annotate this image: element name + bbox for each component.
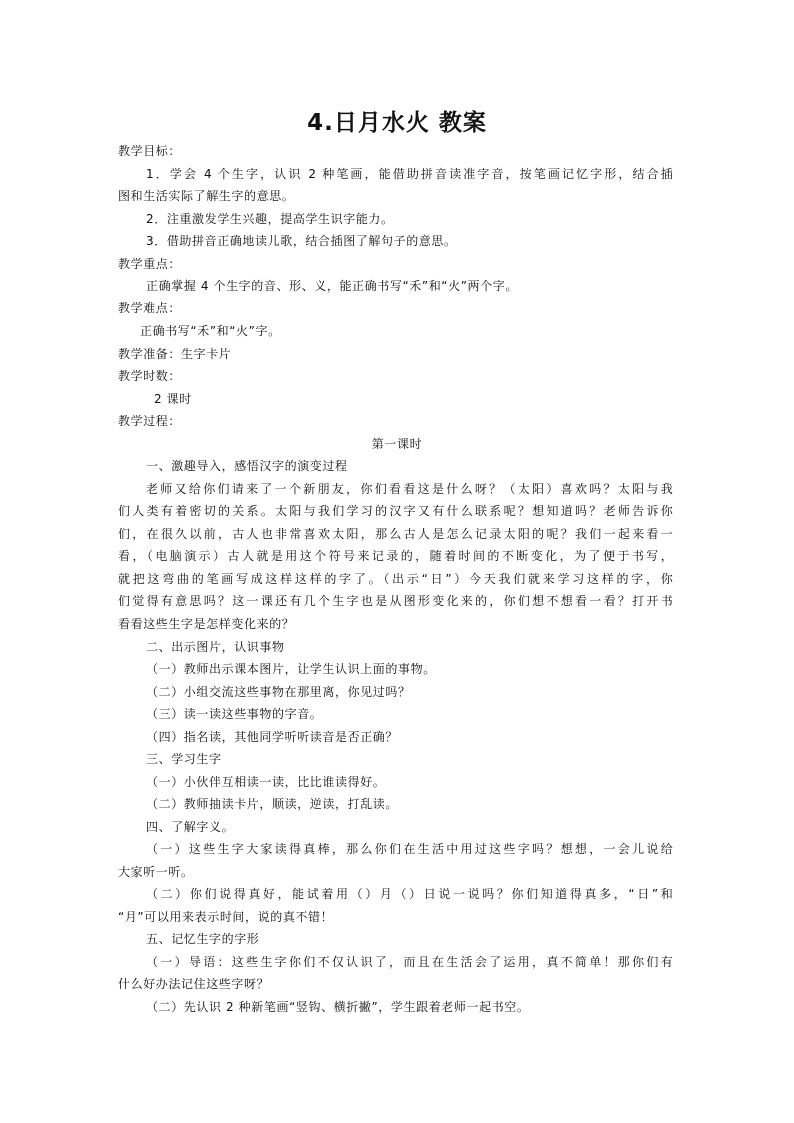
objective-2: 2．注重激发学生兴趣，提高学生识字能力。 xyxy=(146,212,394,226)
difficulties-text: 正确书写“禾”和“火”字。 xyxy=(140,324,281,338)
objective-1-cont: 图和生活实际了解生字的意思。 xyxy=(118,189,295,203)
section-5-heading: 五、记忆生字的字形 xyxy=(146,932,260,946)
paragraph-line: 们，在很久以前，古人也非常喜欢太阳，那么古人是怎么记录太阳的呢？我们一起来看一 xyxy=(118,527,673,541)
paragraph-line: 看看这些生字是怎样变化来的？ xyxy=(118,617,295,631)
list-item: （一）导语：这些生字你们不仅认识了，而且在生活会了运用，真不简单！那你们有 xyxy=(146,955,673,969)
page-title: 4.日月水火 教案 xyxy=(307,110,487,136)
list-item: （一）教师出示课本图片，让学生认识上面的事物。 xyxy=(146,662,436,676)
objective-3: 3．借助拼音正确地读儿歌，结合插图了解句子的意思。 xyxy=(146,234,457,248)
section-4-heading: 四、了解字义。 xyxy=(146,820,235,834)
paragraph-line: 们人类有着密切的关系。太阳与我们学习的汉字又有什么联系呢？想知道吗？老师告诉你 xyxy=(118,504,673,518)
key-points-text: 正确掌握 4 个生字的音、形、义，能正确书写“禾”和“火”两个字。 xyxy=(146,279,518,293)
list-item-cont: 大家听一听。 xyxy=(118,865,194,879)
heading-process: 教学过程： xyxy=(118,414,182,428)
list-item: （一）这些生字大家读得真棒，那么你们在生活中用过这些字吗？想想，一会儿说给 xyxy=(146,842,673,856)
heading-hours: 教学时数： xyxy=(118,369,182,383)
list-item: （一）小伙伴互相读一读，比比谁读得好。 xyxy=(146,775,386,789)
list-item: （二）先认识 2 种新笔画“竖钩、横折撇”，学生跟着老师一起书空。 xyxy=(146,1000,530,1014)
heading-difficulties: 教学难点： xyxy=(118,301,182,315)
lesson-one-heading: 第一课时 xyxy=(371,437,423,451)
paragraph-line: 就把这弯曲的笔画写成这样这样的字了。（出示“日”）今天我们就来学习这样的字，你 xyxy=(118,572,673,586)
list-item: （三）读一读这些事物的字音。 xyxy=(146,707,323,721)
list-item: （四）指名读，其他同学听听读音是否正确？ xyxy=(146,730,399,744)
section-2-heading: 二、出示图片，认识事物 xyxy=(146,640,285,654)
list-item: （二）你们说得真好，能试着用（）月（）日说一说吗？你们知道得真多，“日”和 xyxy=(146,887,673,901)
list-item: （二）教师抽读卡片，顺读，逆读，打乱读。 xyxy=(146,797,399,811)
list-item-cont: “月”可以用来表示时间，说的真不错！ xyxy=(118,910,334,924)
paragraph-line: 看，（电脑演示）古人就是用这个符号来记录的，随着时间的不断变化，为了便于书写， xyxy=(118,549,673,563)
paragraph-line: 老师又给你们请来了一个新朋友，你们看看这是什么呀？（太阳）喜欢吗？太阳与我 xyxy=(146,482,673,496)
heading-objectives: 教学目标： xyxy=(118,144,182,158)
preparation-line: 教学准备：生字卡片 xyxy=(118,347,232,361)
heading-key-points: 教学重点： xyxy=(118,257,182,271)
section-3-heading: 三、学习生字 xyxy=(146,752,222,766)
paragraph-line: 们觉得有意思吗？这一课还有几个生字也是从图形变化来的，你们想不想看一看？打开书 xyxy=(118,594,673,608)
section-1-heading: 一、激趣导入，感悟汉字的演变过程 xyxy=(146,459,348,473)
list-item: （二）小组交流这些事物在那里离，你见过吗？ xyxy=(146,685,411,699)
hours-value: 2 课时 xyxy=(154,392,192,406)
objective-1: 1．学会 4 个生字，认识 2 种笔画，能借助拼音读准字音，按笔画记忆字形，结合插 xyxy=(146,167,673,181)
list-item-cont: 什么好办法记住这些字呀？ xyxy=(118,977,270,991)
